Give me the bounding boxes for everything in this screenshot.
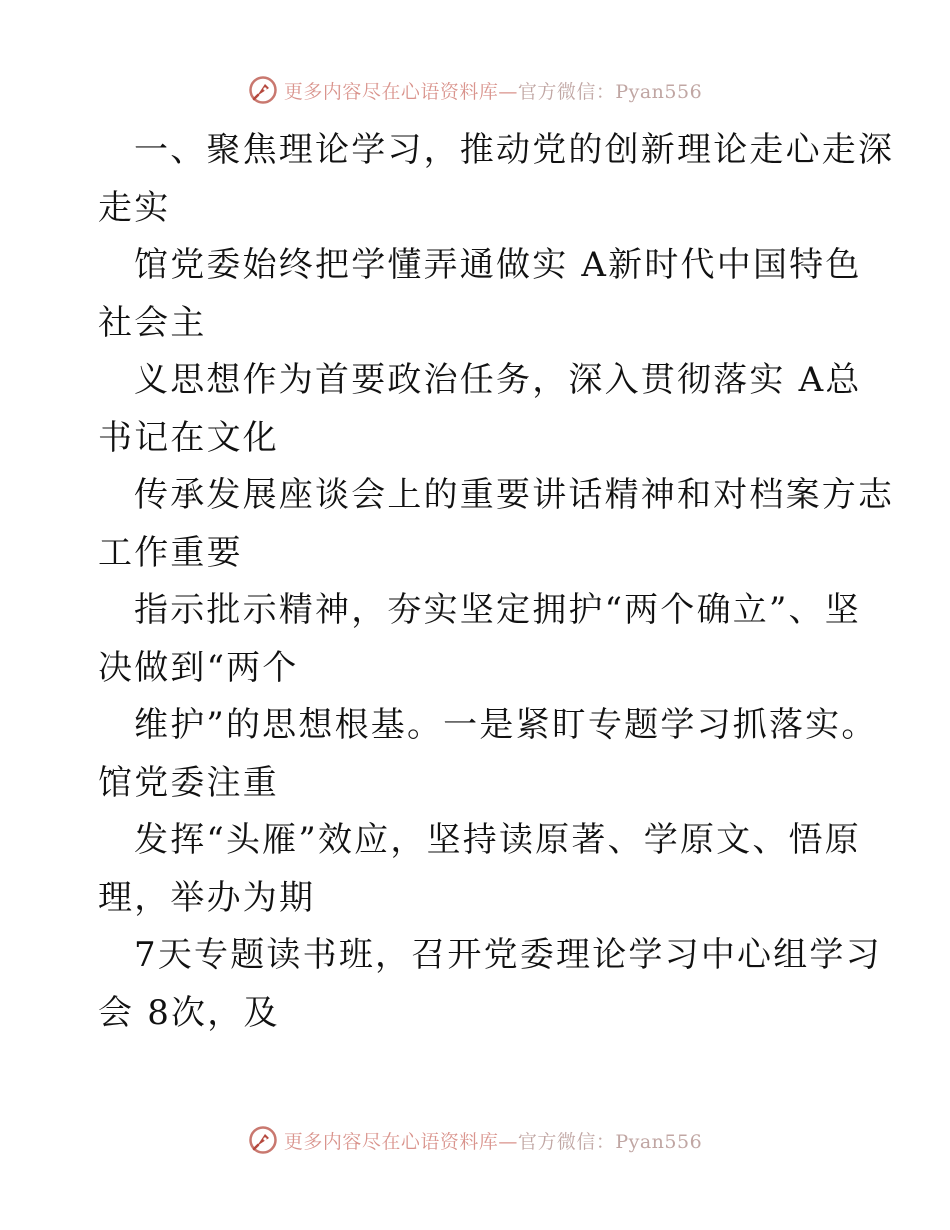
text-line: 发挥“头雁”效应，坚持读原著、学原文、悟原 xyxy=(134,820,861,860)
text-line: 维护”的思想根基。一是紧盯专题学习抓落实。 xyxy=(134,705,878,745)
text-line: 馆党委注重 xyxy=(98,762,279,803)
text-line: 理，举办为期 xyxy=(98,877,316,918)
text-line: 书记在文化 xyxy=(98,417,279,458)
watermark-text: 更多内容尽在心语资料库—官方微信：Pyan556 xyxy=(283,1130,703,1153)
text-line: 工作重要 xyxy=(98,532,243,573)
text-line: 义思想作为首要政治任务，深入贯彻落实 A总 xyxy=(134,360,862,400)
document-body xyxy=(98,122,895,1042)
text-line: 指示批示精神，夯实坚定拥护“两个确立”、坚 xyxy=(134,590,861,630)
header-watermark xyxy=(0,70,950,110)
watermark-text: 更多内容尽在心语资料库—官方微信：Pyan556 xyxy=(283,80,703,103)
pen-nib-logo-icon xyxy=(248,1125,278,1155)
text-line: 走实 xyxy=(98,187,171,228)
text-line: 决做到“两个 xyxy=(98,647,299,688)
text-line: 社会主 xyxy=(98,302,207,343)
text-line: 会 8次，及 xyxy=(98,992,280,1033)
text-line: 传承发展座谈会上的重要讲话精神和对档案方志 xyxy=(134,475,895,515)
text-line: 7天专题读书班，召开党委理论学习中心组学习 xyxy=(134,935,882,975)
footer-watermark xyxy=(0,1120,950,1160)
pen-nib-logo-icon xyxy=(248,75,278,105)
text-line: 馆党委始终把学懂弄通做实 A新时代中国特色 xyxy=(134,245,862,285)
text-line: 一、聚焦理论学习，推动党的创新理论走心走深 xyxy=(134,130,895,170)
